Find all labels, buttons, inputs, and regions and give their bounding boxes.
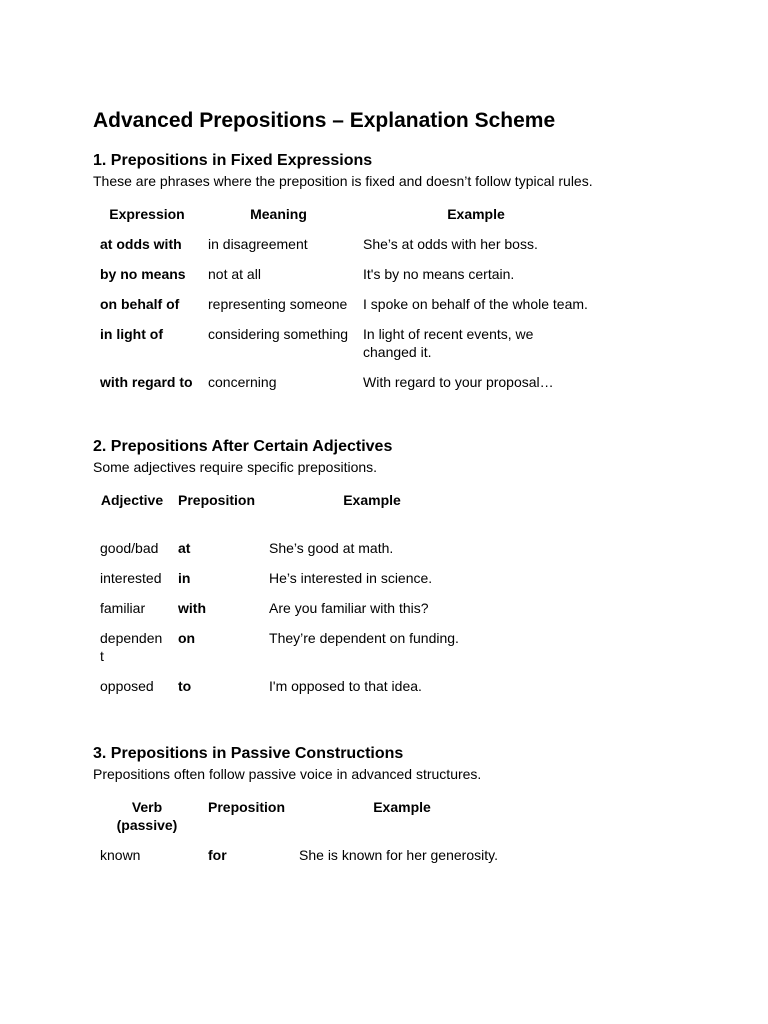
table-row bbox=[93, 265, 596, 295]
expression-cell: on behalf of bbox=[100, 296, 180, 312]
example-cell: I spoke on behalf of the whole team. bbox=[363, 296, 588, 312]
example-cell: He’s interested in science. bbox=[269, 570, 433, 586]
expression-cell: in light of bbox=[100, 326, 163, 342]
table-row bbox=[93, 629, 482, 677]
adjective-cell: opposed bbox=[100, 678, 154, 694]
preposition-cell: for bbox=[208, 847, 227, 863]
table-row bbox=[93, 373, 596, 403]
table-row bbox=[93, 569, 482, 599]
adjective-cell: familiar bbox=[100, 600, 146, 616]
example-cell: With regard to your proposal… bbox=[363, 374, 554, 390]
example-cell: I'm opposed to that idea. bbox=[269, 678, 422, 694]
expression-cell: at odds with bbox=[100, 236, 182, 252]
section-intro: These are phrases where the preposition is fixed and doesn’t follow typical rules. bbox=[93, 173, 593, 189]
adjective-cell: dependent bbox=[100, 630, 163, 664]
meaning-cell: in disagreement bbox=[208, 236, 308, 252]
table-row bbox=[93, 325, 596, 373]
table-row bbox=[93, 539, 482, 569]
example-cell: In light of recent events, we changed it. bbox=[363, 326, 534, 360]
meaning-cell: considering something bbox=[208, 326, 349, 342]
preposition-cell: in bbox=[178, 570, 191, 586]
column-header: Example bbox=[343, 492, 401, 508]
section-heading-passive: 3. Prepositions in Passive Constructions bbox=[93, 745, 404, 762]
column-header: Verb (passive) bbox=[116, 799, 178, 833]
column-header: Meaning bbox=[250, 206, 307, 222]
preposition-cell: with bbox=[178, 600, 206, 616]
example-cell: She is known for her generosity. bbox=[299, 847, 498, 863]
table-row bbox=[93, 599, 482, 629]
column-header: Adjective bbox=[100, 492, 164, 508]
document-title: Advanced Prepositions – Explanation Scheme bbox=[93, 109, 556, 132]
preposition-cell: at bbox=[178, 540, 191, 556]
fixed-expressions-table bbox=[93, 205, 596, 403]
example-cell: They’re dependent on funding. bbox=[269, 630, 459, 646]
table-header-row bbox=[93, 205, 596, 235]
meaning-cell: representing someone bbox=[208, 296, 348, 312]
adjective-cell: interested bbox=[100, 570, 162, 586]
column-header: Preposition bbox=[208, 799, 286, 815]
section-heading-fixed-expressions: 1. Prepositions in Fixed Expressions bbox=[93, 152, 373, 169]
column-header: Example bbox=[447, 206, 505, 222]
meaning-cell: not at all bbox=[208, 266, 261, 282]
section-heading-adjectives: 2. Prepositions After Certain Adjectives bbox=[93, 438, 393, 455]
section-intro: Some adjectives require specific prepositions. bbox=[93, 459, 378, 475]
expression-cell: by no means bbox=[100, 266, 186, 282]
expression-cell: with regard to bbox=[100, 374, 193, 390]
table-row bbox=[93, 677, 482, 707]
meaning-cell: concerning bbox=[208, 374, 277, 390]
table-header-row bbox=[93, 798, 512, 846]
adjective-cell: good/bad bbox=[100, 540, 159, 556]
example-cell: Are you familiar with this? bbox=[269, 600, 429, 616]
adjectives-table bbox=[93, 491, 482, 707]
table-header-row bbox=[93, 491, 482, 539]
column-header: Preposition bbox=[178, 492, 256, 508]
table-row bbox=[93, 846, 512, 876]
example-cell: She’s good at math. bbox=[269, 540, 394, 556]
example-cell: It's by no means certain. bbox=[363, 266, 515, 282]
section-intro: Prepositions often follow passive voice in advanced structures. bbox=[93, 766, 482, 782]
table-row bbox=[93, 295, 596, 325]
verb-cell: known bbox=[100, 847, 141, 863]
table-row bbox=[93, 235, 596, 265]
example-cell: She’s at odds with her boss. bbox=[363, 236, 538, 252]
column-header: Example bbox=[373, 799, 431, 815]
passive-constructions-table bbox=[93, 798, 512, 876]
document-page bbox=[93, 106, 613, 876]
column-header: Expression bbox=[109, 206, 185, 222]
preposition-cell: on bbox=[178, 630, 196, 646]
preposition-cell: to bbox=[178, 678, 192, 694]
